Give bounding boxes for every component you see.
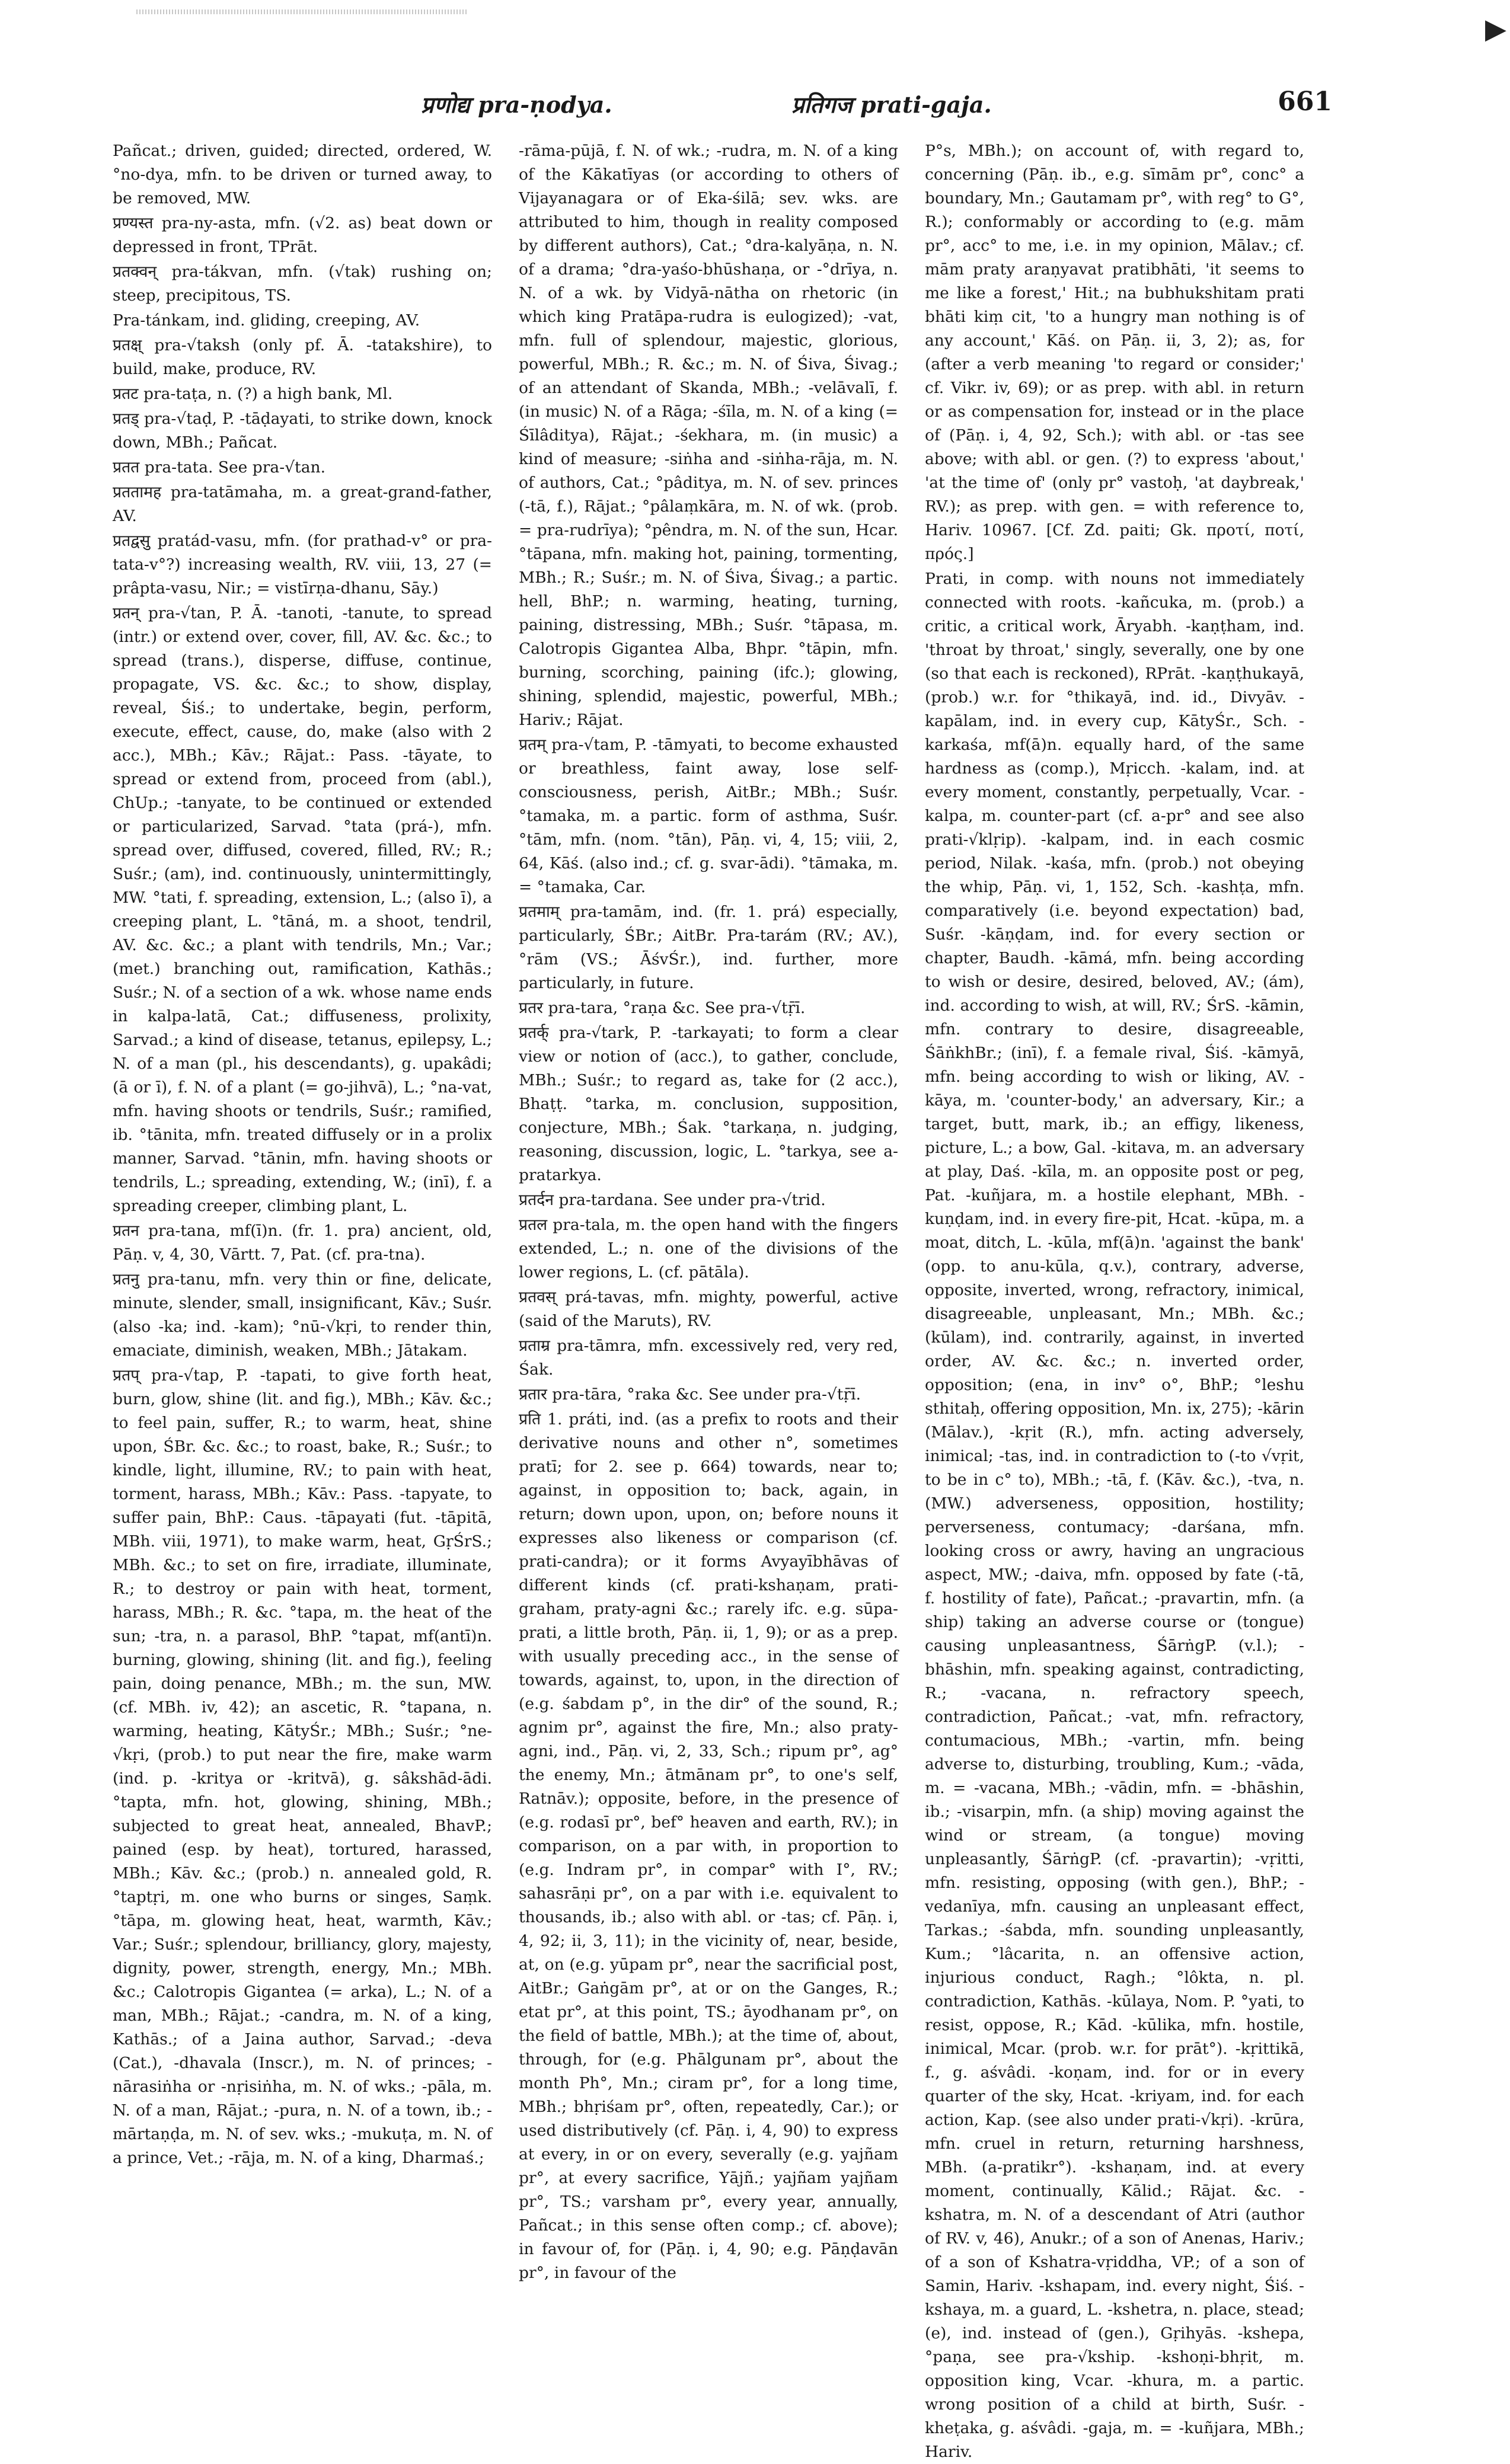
dictionary-entry: प्रतट pra-taṭa, n. (?) a high bank, Ml. — [113, 385, 393, 403]
header-left-guide-word: प्रणोद्य pra-ṇodya. — [421, 91, 612, 118]
page-number: 661 — [1278, 87, 1332, 117]
header-center-guide-word: प्रतिगज prati-gaja. — [791, 91, 992, 118]
dictionary-entry: प्रतनु pra-tanu, mfn. very thin or fine, delicate, minute, slender, small, insignificant, Kāv.; Suśr. (also -ka; ind. -kam); °nū-√kṛi, to render thin, emaciate, diminish, weaken, MBh.; Jātakam. — [113, 1270, 492, 1360]
dictionary-entry: प्रतप् pra-√tap, P. -tapati, to give forth heat, burn, glow, shine (lit. and fig.), MBh.; Kāv. &c.; to feel pain, suffer, R.; to warm, heat, shine upon, ŚBr. &c. &c.; to roast, bake, R.; Suśr.; to kindle, light, illumine, RV.; to pain with heat, torment, harass, MBh.; Kāv.: Pass. -tapyate, to suffer pain, BhP.: Caus. -tāpayati (fut. -tāpitā, MBh. viii, 1971), to make warm, heat, GṛŚrS.; MBh. &c.; to set on fire, irradiate, illuminate, R.; to destroy or pain with heat, torment, harass, MBh.; R. &c. °tapa, m. the heat of the sun; -tra, n. a parasol, BhP. °tapat, mf(antī)n. burning, glowing, shining (lit. and fig.), feeling pain, doing penance, MBh.; m. the sun, MW. (cf. MBh. iv, 42); an ascetic, R. °tapana, n. warming, heating, KātyŚr.; MBh.; Suśr.; °ne-√kṛi, (prob.) to put near the fire, make warm (ind. p. -kritya or -kritvā), g. sâkshād-ādi. °tapta, mfn. hot, glowing, shining, MBh.; subjected to great heat, annealed, BhavP.; pained (esp. by heat), tortured, harassed, MBh.; Kāv. &c.; (prob.) n. annealed gold, R. °taptṛi, m. one who burns or singes, Saṃk. °tāpa, m. glowing heat, heat, warmth, Kāv.; Var.; Suśr.; splendour, brilliancy, glory, majesty, dignity, power, strength, energy, Mn.; MBh. &c.; Calotropis Gigantea (= arka), L.; N. of a man, MBh.; Rājat.; -candra, m. N. of a king, Kathās.; of a Jaina author, Sarvad.; -deva (Cat.), -dhavala (Inscr.), m. N. of princes; -nārasiṅha or -nṛisiṅha, m. N. of wks.; -pāla, m. N. of a man, Rājat.; -pura, n. N. of a town, ib.; -mārtaṇḍa, m. N. of sev. wks.; -mukuṭa, m. N. of a prince, Vet.; -rāja, m. N. of a king, Dharmaś.; — [113, 1366, 492, 2167]
dictionary-entry: P°s, MBh.); on account of, with regard to, concerning (Pāṇ. ib., e.g. sīmām pr°, conc° a boundary, Mn.; Gautamam pr°, with reg° to G°, R.); conformably or according to (e.g. mām pr°, acc° to me, i.e. in my opinion, Mālav.; cf. mām praty araṇyavat pratibhāti, 'it seems to me like a forest,' Hit.; na bubhukshitam prati bhāti kiṃ cit, 'to a hungry man nothing is of any account,' Kāś. on Pāṇ. ii, 3, 2); as, for (after a verb meaning 'to regard or consider;' cf. Vikr. iv, 69); or as prep. with abl. in return or as compensation for, instead or in the place of (Pāṇ. i, 4, 92, Sch.); with abl. or -tas see above; with abl. or gen. (?) to express 'about,' 'at the time of' (only pr° vastoḥ, 'at daybreak,' RV.); as prep. with gen. = with reference to, Hariv. 10967. [Cf. Zd. paiti; Gk. προτί, ποτί, πρός.] — [925, 142, 1304, 563]
dictionary-entry: प्रतद्वसु pratád-vasu, mfn. (for prathad-v° or pra-tata-v°?) increasing wealth, RV. viii, 13, 27 (= prâpta-vasu, Nir.; = vistīrṇa-dhanu, Sāy.) — [113, 532, 492, 597]
dictionary-entry: प्रतमाम् pra-tamām, ind. (fr. 1. prá) especially, particularly, ŚBr.; AitBr. Pra-tarám (RV.; AV.), °rām (VS.; ĀśvŚr.), ind. further, more particularly, in future. — [519, 903, 898, 992]
column-2 — [519, 139, 898, 2282]
dictionary-entry: प्रतड् pra-√taḍ, P. -tāḍayati, to strike down, knock down, MBh.; Pañcat. — [113, 410, 492, 452]
dictionary-entry: प्रतक्वन् pra-tákvan, mfn. (√tak) rushing on; steep, precipitous, TS. — [113, 263, 492, 305]
dictionary-entry: प्रतल pra-tala, m. the open hand with the fingers extended, L.; n. one of the divisions of the lower regions, L. (cf. pātāla). — [519, 1216, 898, 1281]
scan-artifact — [136, 9, 468, 14]
dictionary-entry: प्रण्यस्त pra-ny-asta, mfn. (√2. as) beat down or depressed in front, TPrāt. — [113, 214, 492, 256]
dictionary-entry: प्रतम् pra-√tam, P. -tāmyati, to become exhausted or breathless, faint away, lose self-consciousness, perish, AitBr.; MBh.; Suśr. °tamaka, m. a partic. form of asthma, Suśr. °tām, mfn. (nom. °tān), Pāṇ. vi, 4, 15; viii, 2, 64, Kāś. (also ind.; cf. g. svar-ādi). °tāmaka, m. = °tamaka, Car. — [519, 736, 898, 896]
dictionary-entry: प्रतन् pra-√tan, P. Ā. -tanoti, -tanute, to spread (intr.) or extend over, cover, fill, AV. &c. &c.; to spread (trans.), disperse, diffuse, continue, propagate, VS. &c. &c.; to show, display, reveal, Śiś.; to undertake, begin, perform, execute, effect, cause, do, make (also with 2 acc.), MBh.; Kāv.; Rājat.: Pass. -tāyate, to spread or extend from, proceed from (abl.), ChUp.; -tanyate, to be continued or extended or particularized, Sarvad. °tata (prá-), mfn. spread over, diffused, covered, filled, RV.; R.; Suśr.; (am), ind. continuously, unintermittingly, MW. °tati, f. spreading, extension, L.; (also ī), a creeping plant, L. °tāná, m. a shoot, tendril, AV. &c. &c.; a plant with tendrils, Mn.; Var.; (met.) branching out, ramification, Kathās.; Suśr.; N. of a section of a wk. whose name ends in kalpa-latā, Cat.; diffuseness, prolixity, Sarvad.; a kind of disease, tetanus, epilepsy, L.; N. of a man (pl., his descendants), g. upakâdi; (ā or ī), f. N. of a plant (= go-jihvā), L.; °na-vat, mfn. having shoots or tendrils, Suśr.; ramified, ib. °tānita, mfn. treated diffusely or in a prolix manner, Sarvad. °tānin, mfn. having shoots or tendrils, L.; spreading, extending, W.; (inī), f. a spreading creeper, climbing plant, L. — [113, 604, 492, 1215]
dictionary-entry: Pañcat.; driven, guided; directed, ordered, W. °no-dya, mfn. to be driven or turned away, to be removed, MW. — [113, 142, 492, 207]
dictionary-entry: Prati, in comp. with nouns not immediately connected with roots. -kañcuka, m. (prob.) a critic, a critical work, Āryabh. -kaṇṭham, ind. 'throat by throat,' singly, severally, one by one (so that each is reckoned), RPrāt. -kaṇṭhukayā, (prob.) w.r. for °thikayā, ind. id., Divyāv. -kapālam, ind. in every cup, KātyŚr., Sch. -karkaśa, mf(ā)n. equally hard, of the same hardness as (comp.), Mṛicch. -kalam, ind. at every moment, constantly, perpetually, Vcar. -kalpa, m. counter-part (cf. a-pr° and see also prati-√klṛip). -kalpam, ind. in each cosmic period, Nilak. -kaśa, mfn. (prob.) not obeying the whip, Pāṇ. vi, 1, 152, Sch. -kashṭa, mfn. comparatively (i.e. beyond expectation) bad, Suśr. -kāṇḍam, ind. for every section or chapter, Baudh. -kāmá, mfn. being according to wish or desire, desired, beloved, AV.; (ám), ind. according to wish, at will, RV.; ŚrS. -kāmin, mfn. contrary to desire, disagreeable, ŚāṅkhBr.; (inī), f. a female rival, Śiś. -kāmyā, mfn. being according to wish or liking, AV. -kāya, m. 'counter-body,' an adversary, Kir.; a target, butt, mark, ib.; an effigy, likeness, picture, L.; a bow, Gal. -kitava, m. an adversary at play, Daś. -kīla, m. an opposite post or peg, Pat. -kuñjara, m. a hostile elephant, MBh. -kuṇḍam, ind. in every fire-pit, Hcat. -kūpa, m. a moat, ditch, L. -kūla, mf(ā)n. 'against the bank' (opp. to anu-kūla, q.v.), contrary, adverse, opposite, inverted, wrong, refractory, inimical, disagreeable, unpleasant, Mn.; MBh. &c.; (kūlam), ind. contrarily, against, in inverted order, AV. &c. &c.; n. inverted order, opposition; (ena, in inv° o°, BhP.; °leshu sthitaḥ, offering opposition, Mn. ix, 275); -kārin (Mālav.), -kṛit (R.), mfn. acting adversely, inimical; -tas, ind. in contradiction to (-to √vṛit, to be in c° to), MBh.; -tā, f. (Kāv. &c.), -tva, n. (MW.) adverseness, opposition, hostility; perverseness, contumacy; -darśana, mfn. looking cross or awry, having an ungracious aspect, MW.; -daiva, mfn. opposed by fate (-tā, f. hostility of fate), Pañcat.; -pravartin, mfn. (a ship) taking an adverse course or (tongue) causing unpleasantness, ŚārṅgP. (v.l.); -bhāshin, mfn. speaking against, contradicting, R.; -vacana, n. refractory speech, contradiction, Pañcat.; -vat, mfn. refractory, contumacious, MBh.; -vartin, mfn. being adverse to, disturbing, troubling, Kum.; -vāda, m. = -vacana, MBh.; -vādin, mfn. = -bhāshin, ib.; -visarpin, mfn. (a ship) moving against the wind or stream, (a tongue) moving unpleasantly, ŚārṅgP. (cf. -pravartin); -vṛitti, mfn. resisting, opposing (with gen.), BhP.; -vedanīya, mfn. causing an unpleasant effect, Tarkas.; -śabda, mfn. sounding unpleasantly, Kum.; °lâcarita, n. an offensive action, injurious conduct, Ragh.; °lôkta, n. pl. contradiction, Kathās. -kūlaya, Nom. P. °yati, to resist, oppose, R.; Kād. -kūlika, mfn. hostile, inimical, Mcar. (prob. w.r. for prāt°). -kṛittikā, f., g. aśvâdi. -koṇam, ind. for or in every quarter of the sky, Hcat. -kriyam, ind. for each action, Kap. (see also under prati-√kṛi). -krūra, mfn. cruel in return, returning harshness, MBh. (a-pratikr°). -kshaṇam, ind. at every moment, continually, Kālid.; Rājat. &c. -kshatra, m. N. of a descendant of Atri (author of RV. v, 46), Anukr.; of a son of Anenas, Hariv.; of a son of Kshatra-vṛiddha, VP.; of a son of Samin, Hariv. -kshapam, ind. every night, Śiś. -kshaya, m. a guard, L. -kshetra, n. place, stead; (e), ind. instead of (gen.), Gṛihyās. -kshepa, °paṇa, see pra-√kship. -kshoṇi-bhṛit, m. opposition king, Vcar. -khura, m. a partic. wrong position of a child at birth, Suśr. -kheṭaka, g. aśvâdi. -gaja, m. = -kuñjara, MBh.; Hariv. — [925, 570, 1304, 2461]
dictionary-entry: प्रततामह pra-tatāmaha, m. a great-grand-father, AV. — [113, 483, 492, 525]
dictionary-entry: प्रतर pra-tara, °raṇa &c. See pra-√tṝī. — [519, 999, 806, 1017]
dictionary-entry: प्रतर्दन pra-tardana. See under pra-√trid. — [519, 1191, 826, 1209]
running-head — [95, 89, 1332, 130]
column-1 — [113, 139, 492, 2167]
dictionary-entry: प्रतर्क् pra-√tark, P. -tarkayati; to form a clear view or notion of (acc.), to gather, conclude, MBh.; Suśr.; to regard as, take for (2 acc.), Bhaṭṭ. °tarka, m. conclusion, supposition, conjecture, MBh.; Śak. °tarkaṇa, n. judging, reasoning, discussion, logic, L. °tarkya, see a-pratarkya. — [519, 1024, 898, 1184]
dictionary-entry: प्रताम्र pra-tāmra, mfn. excessively red, very red, Śak. — [519, 1337, 898, 1379]
dictionary-entry: प्रतक्ष् pra-√taksh (only pf. Ā. -tatakshire), to build, make, produce, RV. — [113, 336, 492, 378]
column-3 — [925, 139, 1304, 2461]
dictionary-entry: प्रतन pra-tana, mf(ī)n. (fr. 1. pra) ancient, old, Pāṇ. v, 4, 30, Vārtt. 7, Pat. (cf. pra-tna). — [113, 1222, 492, 1264]
dictionary-entry: प्रति 1. práti, ind. (as a prefix to roots and their derivative nouns and other n°, sometimes pratī; for 2. see p. 664) towards, near to; against, in opposition to; back, again, in return; down upon, upon, on; before nouns it expresses also likeness or comparison (cf. prati-candra); or it forms Avyayībhāvas of different kinds (cf. prati-kshaṇam, prati-graham, praty-agni &c.; rarely ifc. e.g. sūpa-prati, a little broth, Pāṇ. ii, 1, 9); or as a prep. with usually preceding acc., in the sense of towards, against, to, upon, in the direction of (e.g. śabdam p°, in the dir° of the sound, R.; agnim pr°, against the fire, Mn.; also praty-agni, ind., Pāṇ. vi, 2, 33, Sch.; ripum pr°, ag° the enemy, Mn.; ātmānam pr°, to one's self, Ratnāv.); opposite, before, in the presence of (e.g. rodasī pr°, bef° heaven and earth, RV.); in comparison, on a par with, in proportion to (e.g. Indram pr°, in compar° with I°, RV.; sahasrāṇi pr°, on a par with i.e. equivalent to thousands, ib.; also with abl. or -tas; cf. Pāṇ. i, 4, 92; ii, 3, 11); in the vicinity of, near, beside, at, on (e.g. yūpam pr°, near the sacrificial post, AitBr.; Gaṅgām pr°, at or on the Ganges, R.; etat pr°, at this point, TS.; āyodhanam pr°, on the field of battle, MBh.); at the time of, about, through, for (e.g. Phālgunam pr°, about the month Ph°, Mn.; ciram pr°, for a long time, MBh.; bhṛiśam pr°, often, repeatedly, Car.); or used distributively (cf. Pāṇ. i, 4, 90) to express at every, in or on every, severally (e.g. yajñam pr°, at every sacrifice, Yājñ.; yajñam yajñam pr°, TS.; varsham pr°, every year, annually, Pañcat.; in this sense often comp.; cf. above); in favour of, for (Pāṇ. i, 4, 90; e.g. Pāṇḍavān pr°, in favour of the — [519, 1410, 898, 2282]
page-tab-marker: ▸ — [1485, 2, 1506, 52]
dictionary-entry: Pra-tánkam, ind. gliding, creeping, AV. — [113, 311, 420, 330]
dictionary-entry: -rāma-pūjā, f. N. of wk.; -rudra, m. N. of a king of the Kākatīyas (or according to others of Vijayanagara or of Eka-śilā; sev. wks. are attributed to him, though in reality composed by different authors), Cat.; °dra-kalyāṇa, n. N. of a drama; °dra-yaśo-bhūshaṇa, or -°drīya, n. N. of a wk. by Vidyā-nātha on rhetoric (in which king Pratāpa-rudra is eulogized); -vat, mfn. full of splendour, majestic, glorious, powerful, MBh.; R. &c.; m. N. of Śiva, Śivag.; of an attendant of Skanda, MBh.; -velāvalī, f. (in music) N. of a Rāga; -śīla, m. N. of a king (= Śīlâditya), Rājat.; -śekhara, m. (in music) a kind of measure; -siṅha and -siṅha-rāja, m. N. of authors, Cat.; °pâditya, m. N. of sev. princes (-tā, f.), Rājat.; °pâlaṃkāra, m. N. of wk. (prob. = pra-rudrīya); °pêndra, m. N. of the sun, Hcar. °tāpana, mfn. making hot, paining, tormenting, MBh.; R.; Suśr.; m. N. of Śiva, Śivag.; a partic. hell, BhP.; n. warming, heating, turning, paining, distressing, MBh.; Suśr. °tāpasa, m. Calotropis Gigantea Alba, Bhpr. °tāpin, mfn. burning, scorching, paining (ifc.); glowing, shining, splendid, majestic, powerful, MBh.; Hariv.; Rājat. — [519, 142, 898, 729]
dictionary-entry: प्रतत pra-tata. See pra-√tan. — [113, 458, 325, 477]
dictionary-entry: प्रतार pra-tāra, °raka &c. See under pra-√tṝī. — [519, 1385, 861, 1404]
dictionary-entry: प्रतवस् prá-tavas, mfn. mighty, powerful, active (said of the Maruts), RV. — [519, 1288, 898, 1330]
